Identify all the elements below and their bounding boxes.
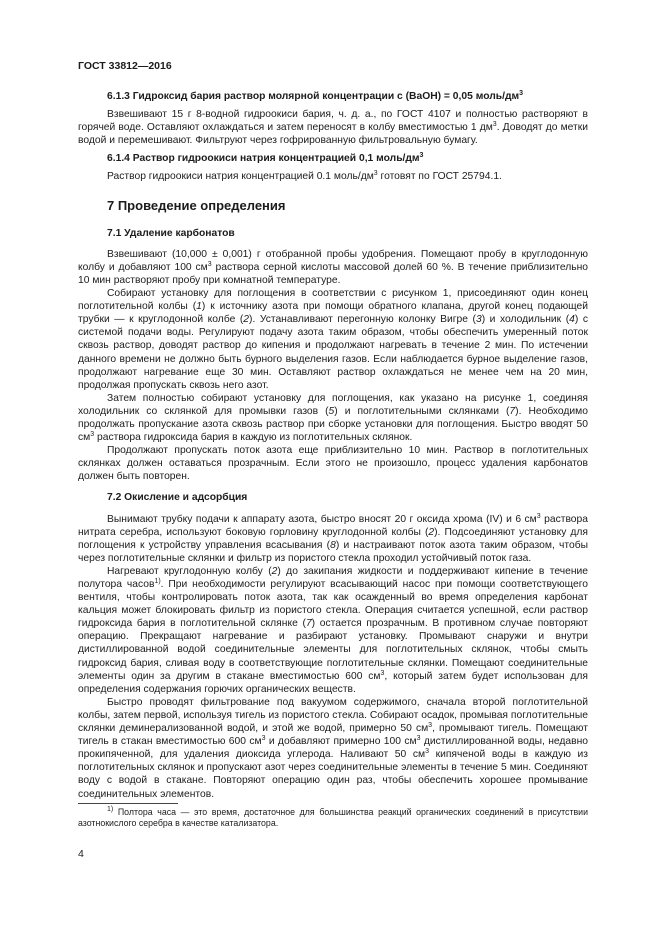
heading-7-2: 7.2 Окисление и адсорбция — [107, 492, 248, 504]
heading-6-1-4: 6.1.4 Раствор гидроокиси натрия концентрацией 0,1 моль/$дм^3$ — [107, 152, 424, 165]
paragraph: Быстро проводят фильтрование под вакуумом содержимого, сначала второй поглотительной колбы, затем первой, используя тигель из пористого стекла. Собирают осадок, промывая поглотительные склянки деминерализованной водой, и этой же водой, примерно 50 $см^3$, промывают тигель. Помещают тигель в стакан вместимостью 600 $см^3$ и добавляют примерно 100 $см^3$ дистиллированной воды, недавно прокипяченной, для удаления диоксида углерода. Наливают 50 $см^3$ кипяченой воды в каждую из поглотительных склянок и пропускают азот через соединительные элементы в течение 5 мин. Соединяют воду с водой в стакане. Повторяют операцию один раз, чтобы обеспечить хорошее промывание соединительных элементов. — [78, 696, 588, 800]
page-number: 4 — [78, 848, 84, 860]
paragraph: Взвешивают 15 г 8-водной гидроокиси бария, ч. д. а., по ГОСТ 4107 и полностью растворяют в горячей воде. Оставляют охлаждаться и затем переносят в колбу вместимостью 1 $дм^3$. Доводят до метки водой и перемешивают. Фильтруют через гофрированную фильтровальную бумагу. — [78, 109, 589, 147]
footnote-reference: 1) — [154, 578, 161, 585]
heading-7-1: 7.1 Удаление карбонатов — [107, 227, 235, 239]
paragraph: Нагревают круглодонную колбу (2) до закипания жидкости и поддерживают кипение в течение полутора часов$^{1)}$. При необходимости регулируют всасывающий насос при помощи соответствующего вентиля, чтобы контролировать поток азота, так как осажденный во время определения карбонат кальция может блокировать фильтр из пористого стекла. Операция считается успешной, если раствор гидроксида бария в поглотительной склянке (7) остается прозрачным. В противном случае повторяют операцию. Прекращают нагревание и разбирают установку. Промывают снаружи и внутри дистиллированной водой соединительные элементы для поглотительных склянок, чтобы смыть гидроксид бария, сливая воду в соответствующие поглотительные склянки. Помещают соединительные элементы один за другим в стакане вместимостью 600 $см^3$, который затем будет использован для определения содержания горючих органических веществ. — [78, 565, 589, 695]
paragraph: Взвешивают (10,000 ± 0,001) г отобранной пробы удобрения. Помещают пробу в круглодонную колбу и добавляют 100 $см^3$ раствора серной кислоты массовой долей 60 %. В течение приблизительно 10 мин растворяют пробу при комнатной температуре. — [78, 248, 588, 286]
footnote: $^{1)}$ Полтора часа — это время, достаточное для большинства реакций органических соединений в присутствии азотнокислого серебра в качестве катализатора. — [78, 805, 588, 829]
heading-6-1-3: 6.1.3 Гидроксид бария раствор молярной концентрации c (BaOH) = 0,05 моль/$дм^3$ — [107, 90, 524, 102]
footnote-divider — [78, 803, 178, 804]
paragraph: Вынимают трубку подачи к аппарату азота, быстро вносят 20 г оксида хрома (IV) и 6 $см^3$ раствора нитрата серебра, используют боковую горловину круглодонной колбы (2). Подсоединяют установку для поглощения к устройству управления всасывания (8) и настраивают поток азота таким образом, чтобы через поглотительные склянки и фильтр из пористого стекла проходил устойчивый поток газа. — [78, 512, 588, 564]
paragraph: Продолжают пропускать поток азота еще приблизительно 10 мин. Раствор в поглотительных склянках должен оставаться прозрачным. Если этого не произошло, процесс удаления карбонатов должен быть повторен. — [78, 445, 588, 483]
section-7-title: 7 Проведение определения — [107, 197, 286, 213]
paragraph: Затем полностью собирают установку для поглощения, как указано на рисунке 1, соединяя холодильник со склянкой для промывки газов (5) и поглотительными склянками (7). Необходимо продолжать пропускание азота сквозь раствор при сборке установки для поглощения. Быстро вводят 50 $см^3$ раствора гидроксида бария в каждую из поглотительных склянок. — [78, 392, 588, 444]
document-body — [78, 90, 588, 830]
paragraph: Раствор гидроокиси натрия концентрацией 0.1 моль/$дм^3$ готовят по ГОСТ 25794.1. — [107, 170, 502, 183]
document-header: ГОСТ 33812—2016 — [78, 60, 172, 72]
paragraph: Собирают установку для поглощения в соответствии с рисунком 1, присоединяют один конец поглотительной колбы (1) к источнику азота при помощи обратного клапана, другой конец подающей трубки — к круглодонной колбе (2). Устанавливают перегонную колонку Вигре (3) и холодильник (4) с системой подачи воды. Регулируют подачу азота таким образом, чтобы обеспечить умеренный поток сквозь раствор, доводят раствор до кипения и продолжают нагревать в течение 2 мин. По истечении данного времени не должно быть бурного выделения газов. Если наблюдается бурное выделение газов, продолжают нагревание еще 30 мин. Оставляют раствор охлаждаться не менее чем на 20 мин, продолжая пропускать сквозь него азот. — [78, 288, 589, 391]
